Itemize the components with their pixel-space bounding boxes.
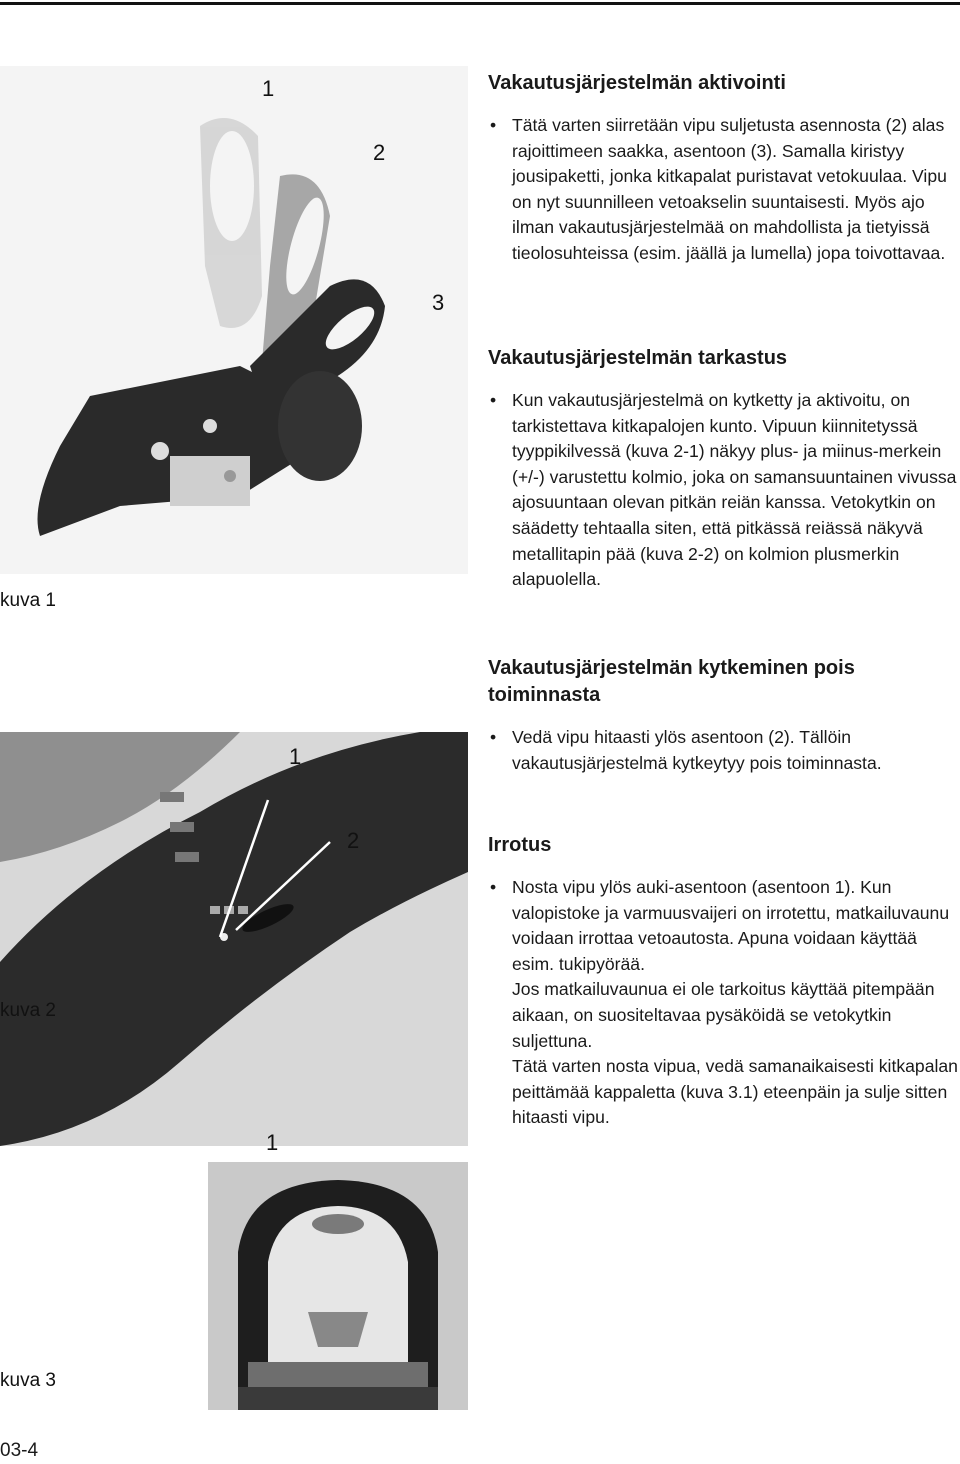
- photo2-callout-1: 1: [289, 744, 302, 769]
- section-title: Irrotus: [488, 834, 552, 856]
- section-detach: [488, 832, 958, 1131]
- photo3-callout-1: 1: [266, 1130, 279, 1155]
- list-item: [488, 875, 958, 1131]
- bullet-text: Nosta vipu ylös auki-asentoon (asentoon 1). Kun valopistoke ja varmuusvaijeri on irrotettu, matkailuvaunu voidaan irrottaa vetoautosta. Apuna voidaan käyttää esim. tukipyörää.: [512, 877, 950, 974]
- caption-kuva-3: kuva 3: [0, 1370, 56, 1391]
- caption-kuva-2: kuva 2: [0, 1000, 56, 1021]
- page-number: 03-4: [0, 1440, 39, 1461]
- photo-kuva-2: [0, 732, 468, 1146]
- bullet-text: Vedä vipu hitaasti ylös asentoon (2). Tällöin vakautusjärjestelmä kytkeytyy pois toiminnasta.: [512, 727, 882, 773]
- photo-kuva-1: [0, 66, 468, 574]
- list-item: [488, 388, 958, 593]
- photo-kuva-3: [208, 1162, 468, 1410]
- caption-kuva-1: kuva 1: [0, 590, 56, 611]
- list-item: [488, 113, 958, 267]
- photo1-callout-1: 1: [262, 76, 275, 101]
- section-title: Vakautusjärjestelmän kytkeminen pois toiminnasta: [488, 657, 855, 706]
- top-rule: [0, 2, 960, 5]
- photo1-callout-2: 2: [373, 140, 386, 165]
- bullet-icon: •: [490, 877, 497, 897]
- section-title: Vakautusjärjestelmän tarkastus: [488, 347, 788, 369]
- bullet-icon: •: [490, 390, 497, 410]
- photo1-callout-3: 3: [432, 290, 445, 315]
- photo2-callout-2: 2: [347, 828, 360, 853]
- bullet-icon: •: [490, 115, 497, 135]
- bullet-text: Tätä varten nosta vipua, vedä samanaikaisesti kitkapalan peittämää kappaletta (kuva 3.1) eteenpäin ja sulje sitten hitaasti vipu.: [512, 1056, 958, 1128]
- bullet-text: Jos matkailuvaunua ei ole tarkoitus käyttää pitempään aikaan, on suositeltavaa pysäköidä se vetokytkin suljettuna.: [512, 979, 935, 1051]
- list-item: [488, 725, 958, 776]
- section-activation: [488, 70, 958, 267]
- bullet-icon: •: [490, 727, 497, 747]
- section-disable: [488, 655, 958, 776]
- bullet-text: Kun vakautusjärjestelmä on kytketty ja aktivoitu, on tarkistettava kitkapalojen kunto. Vipuun kiinnitetyssä tyyppikilvessä (kuva 2-1) näkyy plus- ja miinus-merkein (+/-) varustettu kolmio, joka on samansuuntainen vivussa ajosuuntaan olevan pitkän reiän kanssa. Vetokytkin on säädetty tehtaalla siten, että pitkässä reiässä näkyvä metallitapin pää (kuva 2-2) on kolmion plusmerkin alapuolella.: [512, 390, 957, 590]
- bullet-text: Tätä varten siirretään vipu suljetusta asennosta (2) alas rajoittimeen saakka, asentoon (3). Samalla kiristyy jousipaketti, jonka kitkapalat puristavat vetokuulaa. Vipu on nyt suunnilleen vetoakselin suuntaisesti. Myös ajo ilman vakautusjärjestelmää on mahdollista ja tietyissä tieolosuhteissa (esim. jäällä ja lumella) jopa toivottavaa.: [512, 115, 947, 263]
- section-inspection: [488, 345, 958, 593]
- section-title: Vakautusjärjestelmän aktivointi: [488, 72, 786, 94]
